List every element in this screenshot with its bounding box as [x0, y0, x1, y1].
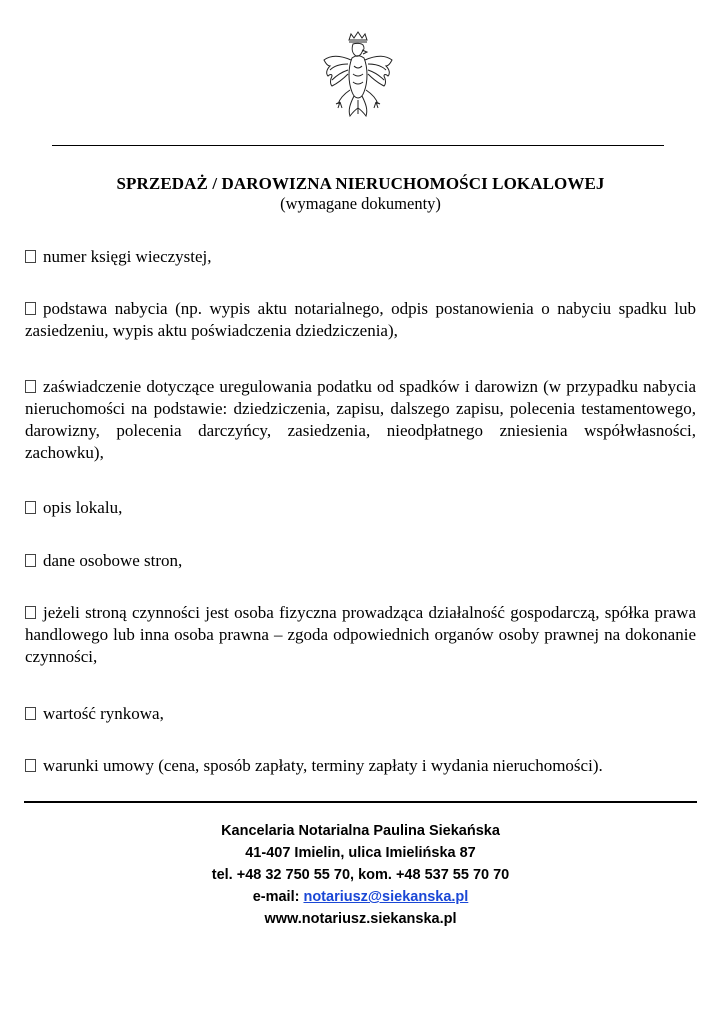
checkbox-icon: [25, 501, 36, 514]
office-name: Kancelaria Notarialna Paulina Siekańska: [221, 823, 500, 839]
list-item-text: jeżeli stroną czynności jest osoba fizyczna prowadząca działalność gospodarczą, spółka prawa handlowego lub inna osoba prawna – zgoda odpowiednich organów osoby prawnej na dokonanie czynności,: [25, 603, 696, 666]
document-subtitle: (wymagane dokumenty): [280, 194, 441, 213]
list-item-text: zaświadczenie dotyczące uregulowania podatku od spadków i darowizn (w przypadku nabycia nieruchomości na podstawie: dziedziczenia, zapisu, dalszego zapisu, polecenia testamentowego, darowizny, polecenia darczyńcy, zasiedzenia, nieodpłatnego zniesienia współwłasności, zachowku),: [25, 377, 696, 462]
checkbox-icon: [25, 554, 36, 567]
list-item: [25, 298, 696, 342]
office-contact-footer: [0, 820, 721, 930]
polish-eagle-emblem-icon: [320, 30, 396, 124]
checkbox-icon: [25, 707, 36, 720]
list-item-text: wartość rynkowa,: [43, 704, 164, 723]
list-item: [25, 755, 696, 777]
list-item: [25, 550, 696, 572]
document-title: SPRZEDAŻ / DAROWIZNA NIERUCHOMOŚCI LOKALOWEJ: [116, 174, 605, 193]
checkbox-icon: [25, 759, 36, 772]
list-item-text: numer księgi wieczystej,: [43, 247, 212, 266]
list-item: [25, 497, 696, 519]
list-item-text: warunki umowy (cena, sposób zapłaty, terminy zapłaty i wydania nieruchomości).: [43, 756, 603, 775]
checkbox-icon: [25, 250, 36, 263]
list-item: [25, 703, 696, 725]
list-item-text: opis lokalu,: [43, 498, 123, 517]
website-text: www.notariusz.siekanska.pl: [264, 911, 457, 927]
list-item: [25, 376, 696, 464]
office-address: 41-407 Imielin, ulica Imielińska 87: [245, 845, 476, 861]
bottom-divider: [24, 801, 697, 803]
checkbox-icon: [25, 380, 36, 393]
document-heading: [0, 174, 721, 214]
email-label: e-mail:: [252, 889, 300, 905]
checkbox-icon: [25, 606, 36, 619]
email-link[interactable]: notariusz@siekanska.pl: [303, 889, 469, 905]
list-item-text: podstawa nabycia (np. wypis aktu notarialnego, odpis postanowienia o nabyciu spadku lub zasiedzeniu, wypis aktu poświadczenia dziedziczenia),: [25, 299, 696, 340]
list-item: [25, 602, 696, 668]
top-divider: [52, 145, 664, 146]
checkbox-icon: [25, 302, 36, 315]
list-item-text: dane osobowe stron,: [43, 551, 183, 570]
office-phones: tel. +48 32 750 55 70, kom. +48 537 55 70 70: [211, 867, 510, 883]
email-line: [0, 886, 721, 908]
list-item: [25, 246, 696, 268]
